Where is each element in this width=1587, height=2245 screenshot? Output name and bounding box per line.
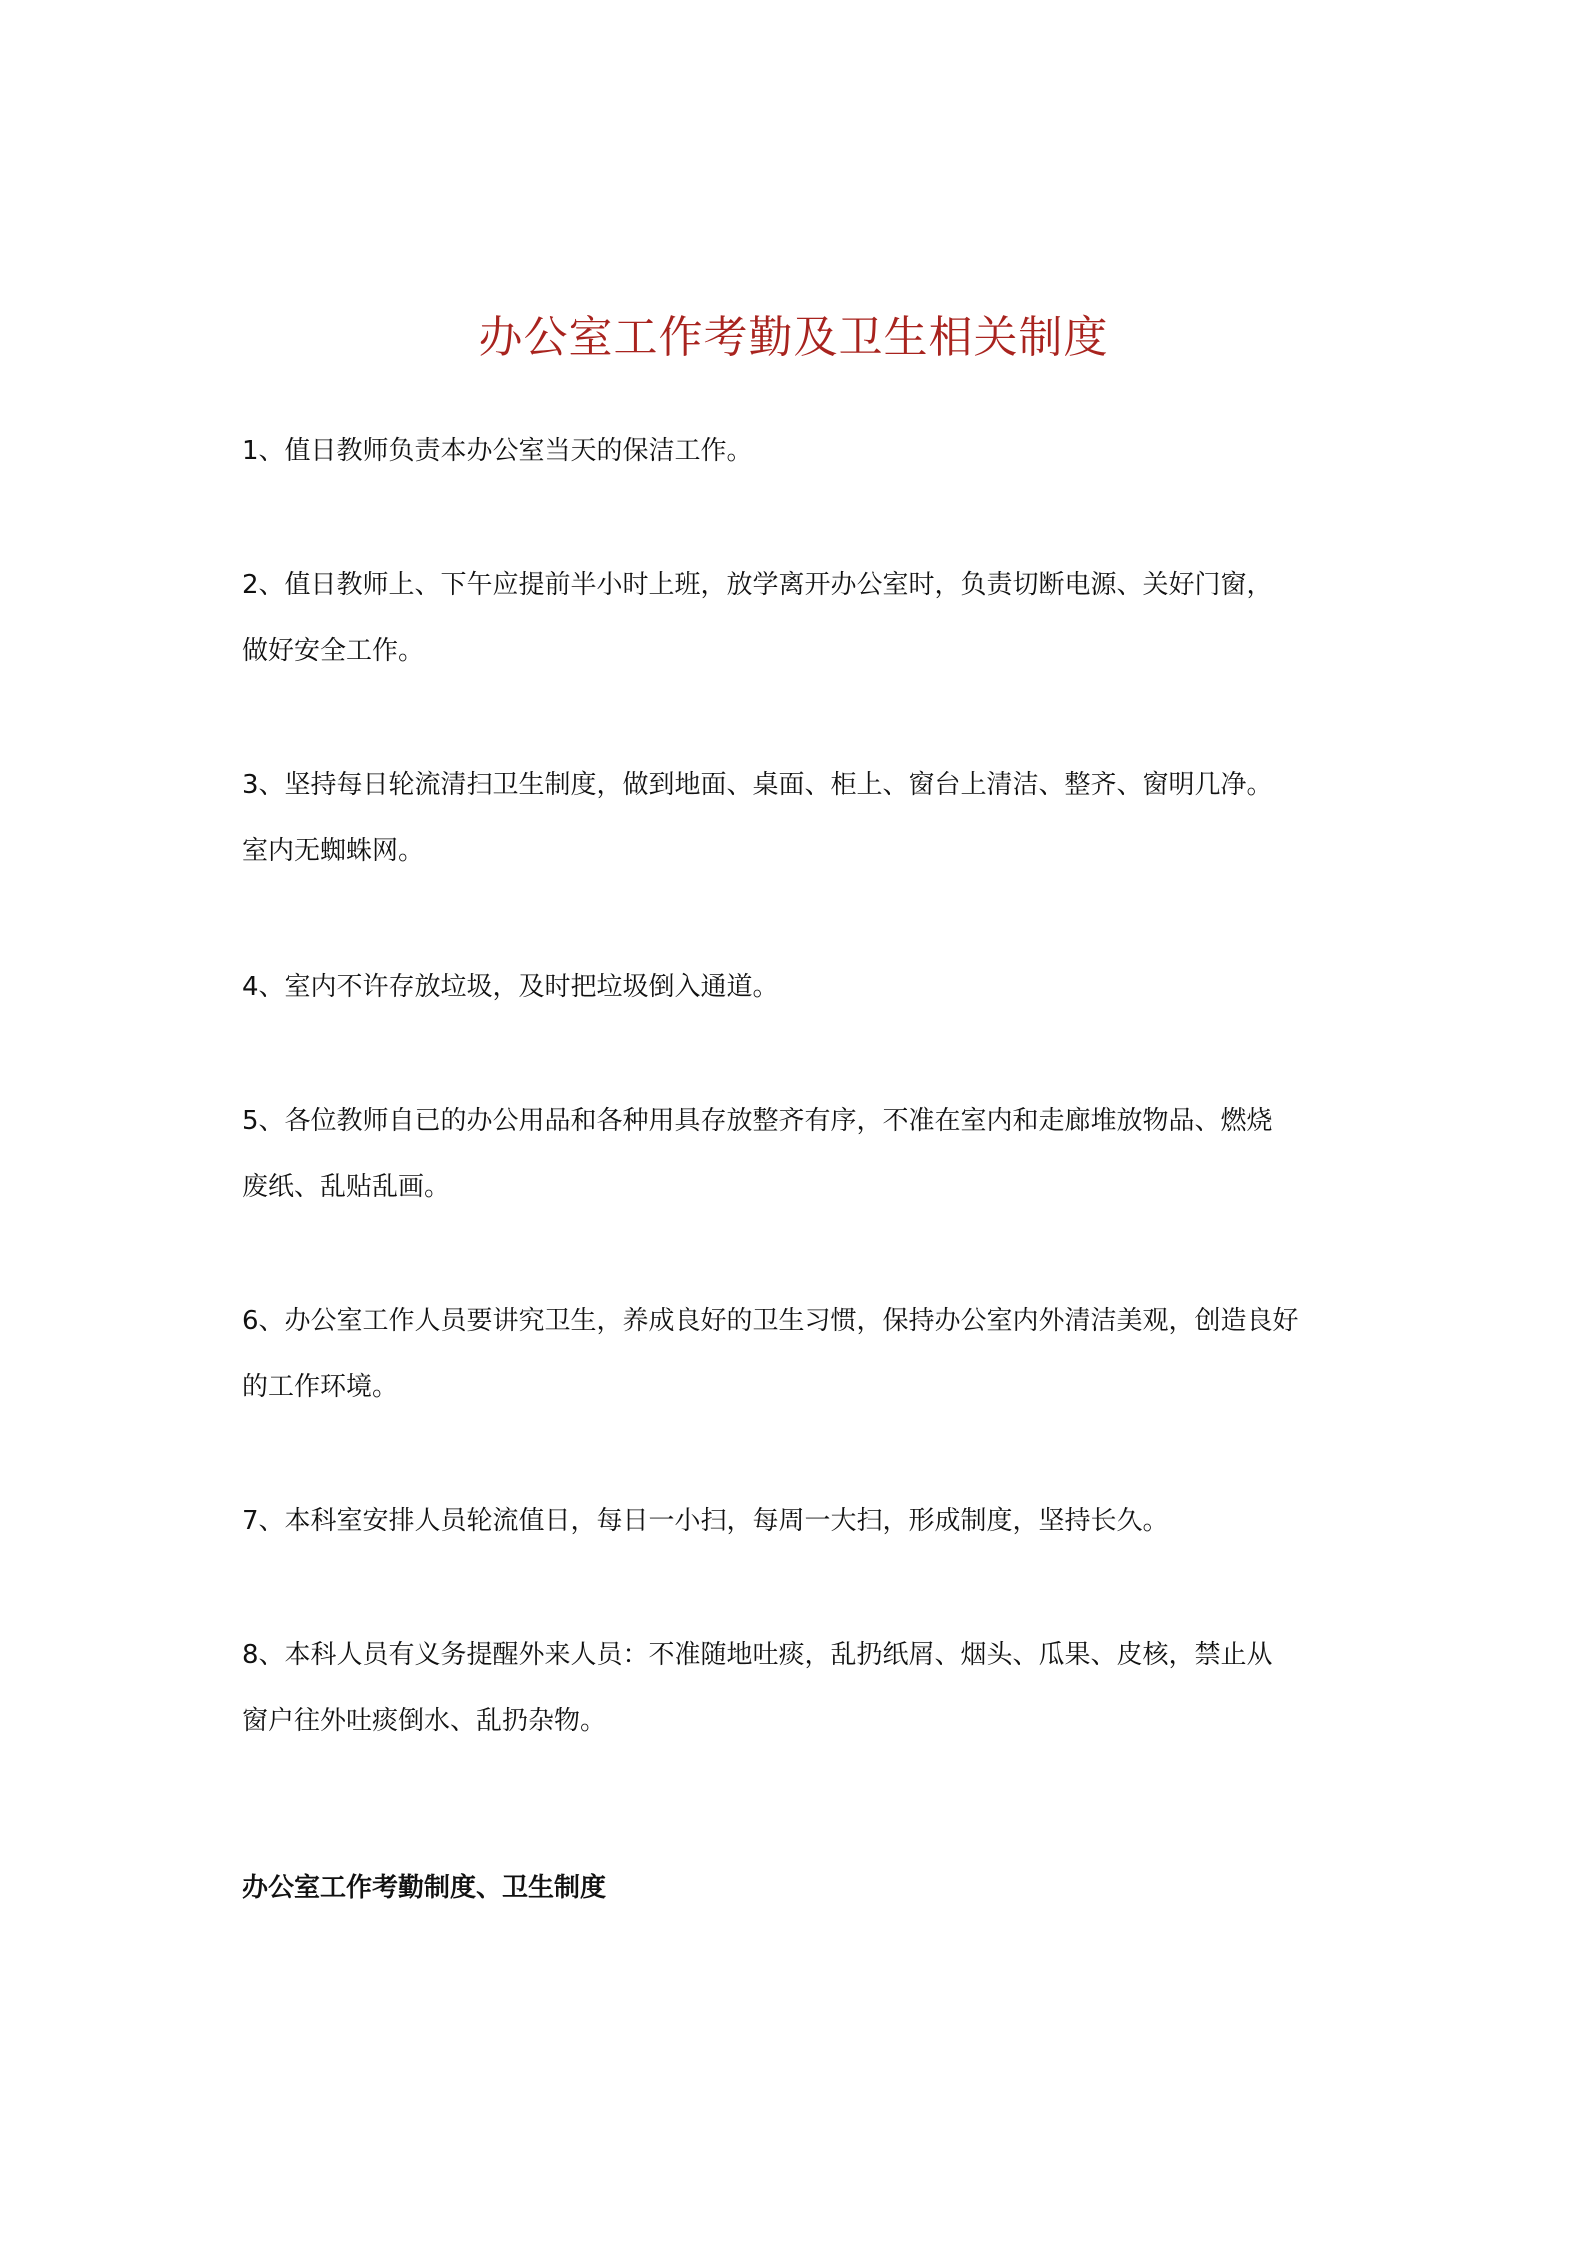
rule-item-1: [242, 418, 1362, 484]
rule-2-line-1: 2、值日教师上、下午应提前半小时上班，放学离开办公室时，负责切断电源、关好门窗，: [242, 570, 1273, 600]
rule-4-line-1: 4、室内不许存放垃圾，及时把垃圾倒入通道。: [242, 972, 779, 1002]
rule-item-7: [242, 1488, 1362, 1554]
rule-item-4: [242, 954, 1362, 1020]
rule-3-line-1: 3、坚持每日轮流清扫卫生制度，做到地面、桌面、柜上、窗台上清洁、整齐、窗明几净。: [242, 770, 1273, 800]
rule-8-line-1: 8、本科人员有义务提醒外来人员：不准随地吐痰，乱扔纸屑、烟头、瓜果、皮核，禁止从: [242, 1640, 1273, 1670]
rule-5-line-1: 5、各位教师自已的办公用品和各种用具存放整齐有序，不准在室内和走廊堆放物品、燃烧: [242, 1106, 1273, 1136]
footer-heading: 办公室工作考勤制度、卫生制度: [242, 1873, 607, 1903]
rule-item-2: [242, 552, 1362, 684]
rule-6-line-2: 的工作环境。: [242, 1372, 399, 1402]
rule-8-line-2: 窗户往外吐痰倒水、乱扔杂物。: [242, 1706, 607, 1736]
rule-item-3: [242, 752, 1362, 884]
rule-item-5: [242, 1088, 1362, 1220]
rule-item-8: [242, 1622, 1362, 1754]
rule-3-line-2: 室内无蜘蛛网。: [242, 836, 425, 866]
rule-item-6: [242, 1288, 1362, 1420]
rule-1-line-1: 1、值日教师负责本办公室当天的保洁工作。: [242, 436, 753, 466]
rule-6-line-1: 6、办公室工作人员要讲究卫生，养成良好的卫生习惯，保持办公室内外清洁美观，创造良好: [242, 1306, 1299, 1336]
document-title: 办公室工作考勤及卫生相关制度: [478, 312, 1109, 363]
rule-7-line-1: 7、本科室安排人员轮流值日，每日一小扫，每周一大扫，形成制度，坚持长久。: [242, 1506, 1169, 1536]
rule-5-line-2: 废纸、乱贴乱画。: [242, 1172, 451, 1202]
rule-2-line-2: 做好安全工作。: [242, 636, 425, 666]
